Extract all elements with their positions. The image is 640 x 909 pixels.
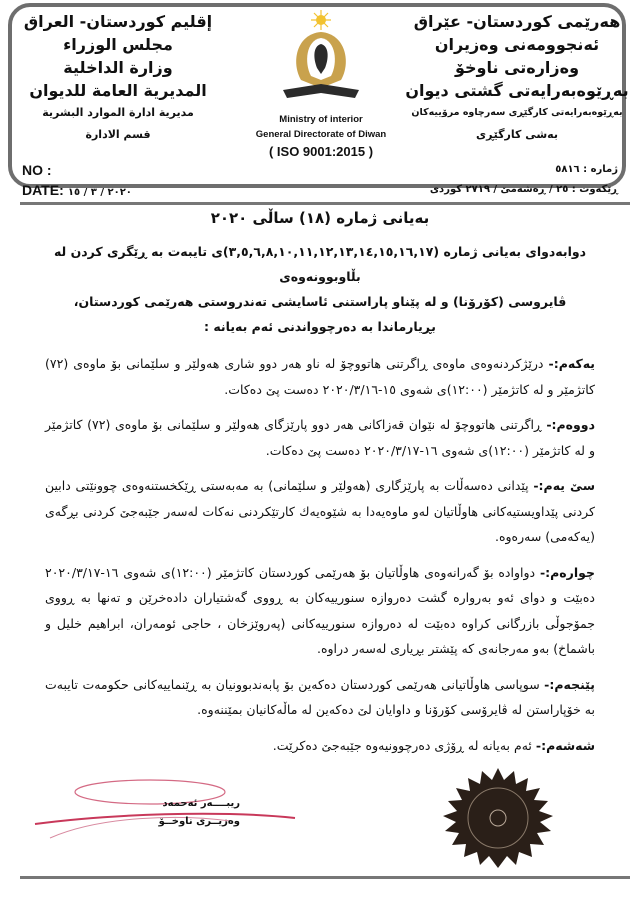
signature-block (70, 776, 330, 856)
bottom-divider (20, 876, 630, 879)
header-line: مديرية ادارة الموارد البشرية (42, 106, 194, 119)
clause-text: ئەم بەیانە لە ڕۆژی دەرچوونیەوە جێبەجێ دەکرێت. (272, 737, 532, 753)
clause-label: سێ یەم:- (533, 478, 595, 493)
intro-line: ڤایروسی (کۆرۆنا) و لە پێناو پاراستنی ئاسایشی تەندروستی هەرێمی کوردستان، (73, 294, 567, 309)
header-line: وەزارەتی ناوخۆ (454, 58, 580, 77)
directorate-name: General Directorate of Diwan (255, 129, 387, 140)
header-line: هەرێمی کوردستان- عێراق (413, 12, 621, 31)
header-line: المديرية العامة للديوان (29, 81, 207, 100)
number-value: ٥٨١٦ (555, 164, 580, 175)
clause-label: چوارەم:- (539, 564, 595, 580)
document-body (45, 351, 595, 758)
document-title: بەیانی ژمارە (١٨) ساڵی ٢٠٢٠ (210, 209, 430, 227)
document-intro (30, 239, 610, 339)
clause-6 (45, 733, 595, 759)
ministry-name: Ministry of interior (279, 114, 363, 125)
official-seal-icon (436, 768, 560, 868)
clause-3 (45, 473, 595, 550)
intro-line: بڕیارماندا بە دەرچوواندنی ئەم بەیانە : (204, 319, 436, 334)
no-label: NO : (22, 162, 52, 178)
clause-text: پێدانی دەسەڵات بە پارێزگاری (هەولێر و سلێمانی) بە مەبەستی ڕێکخستنەوەی چوونێتی دابین کردنی پێداویستیەکانی هاوڵاتیان لەو ماوەیەدا بە شێوەیەك کارتێکردنی نەکات لەسەر جێبەجێ کردنی بڕگەی (یەکەمی) سەرەوە. (45, 478, 595, 544)
clause-5 (45, 672, 595, 723)
header-line: بەڕێوەبەرایەتی کارگێڕی سەرچاوە مرۆییەکان (411, 107, 623, 118)
header-line: إقليم كوردستان- العراق (23, 12, 213, 31)
header-line: ئەنجوومەنی وەزیران (434, 35, 600, 54)
clause-label: شەشەم:- (535, 737, 595, 753)
clause-text: ڕاگرتنی هاتووچۆ لە نێوان قەزاکانی هەر دوو پارێزگای هەولێر و سلێمانی بۆ ماوەی (٧٢) کاتژمێر و لە کاتژمێر (١٢:٠٠)ی شەوی ١٦-٢٠٢٠/٣/١٧ دەست پێ دەکات. (45, 417, 595, 458)
number-label: ژمارە : (583, 164, 618, 175)
header-line: بەڕێوەبەرایەتی گشتی دیوان (405, 81, 629, 100)
clause-label: دووەم:- (546, 417, 595, 432)
kurdish-date-value: ٢٥ / ڕەشەمێ / ٢٧١٩ کوردی (429, 184, 569, 195)
handwritten-signature-icon (30, 776, 300, 846)
header-line: بەشی کارگێڕی (476, 128, 558, 141)
clause-text: دواوادە بۆ گەرانەوەی هاوڵاتیان بۆ هەرێمی کوردستان کاتژمێر (١٢:٠٠)ی شەوی ١٦-٢٠٢٠/٣/١٧ دەبێت و دوای ئەو بەرواره گشت دەروازە سنورییەکان بە ڕووی گەشتیاران دادەخرێن و تەنها بە ڕووی جمۆجوڵی بازرگانی کراوە دەبێت لە دەروازە سنورییەکانی (پەروێزخان ، حاجی ئومەران، ابراهیم خلیل و باشماخ) بەو مەرجانەی کە پێشتر بڕیاری لەسەر دراوە. (45, 564, 595, 656)
signatory-title: وەزیــری ناوخــۆ (158, 816, 240, 827)
clause-2 (45, 412, 595, 463)
signatory-name: ریبــــەر ئەحمەد (162, 798, 240, 809)
clause-4 (45, 560, 595, 662)
clause-text: درێژکردنەوەی ماوەی ڕاگرتنی هاتووچۆ لە ناو هەر دوو شاری هەولێر و سلێمانی بۆ ماوەی (٧٢) کاتژمێر و لە کاتژمێر (١٢:٠٠)ی شەوی ١٥-٢٠٢٠/٣/١٦ دەست پێ دەکات. (45, 356, 595, 397)
header-line: وزارة الداخلية (63, 58, 173, 77)
clause-label: پێنجەم:- (544, 676, 595, 692)
clause-text: سوپاسی هاوڵاتیانی هەرێمی کوردستان دەکەین بۆ پابەندبوونیان بە ڕێنماییەکانی حکومەت تایبەت بە خۆپاراستن لە ڤایرۆسی کۆرۆنا و داوایان لێ دەکەین لە ماڵەکانیان بمێننەوە. (45, 676, 595, 717)
document-content (30, 0, 610, 909)
clause-label: یەکەم:- (548, 356, 595, 371)
kurdish-date-label: ڕێکەوت : (571, 184, 618, 195)
header-line: مجلس الوزراء (63, 35, 173, 54)
intro-line: دوابەدوای بەیانی ژمارە (٣,٥,٦,٨,١٠,١١,١٢,١٣,١٤,١٥,١٦,١٧)ی تایبەت بە ڕێگری کردن لە بڵاوبوونەوەی (53, 244, 587, 284)
closing-area (30, 768, 610, 868)
iso-badge: ( ISO 9001:2015 ) (268, 144, 374, 159)
clause-1 (45, 351, 595, 402)
header-line: قسم الادارة (85, 128, 151, 141)
date-label: DATE: (22, 182, 64, 198)
date-value: ٢٠٢٠ / ٣ / ١٥ (67, 187, 132, 198)
